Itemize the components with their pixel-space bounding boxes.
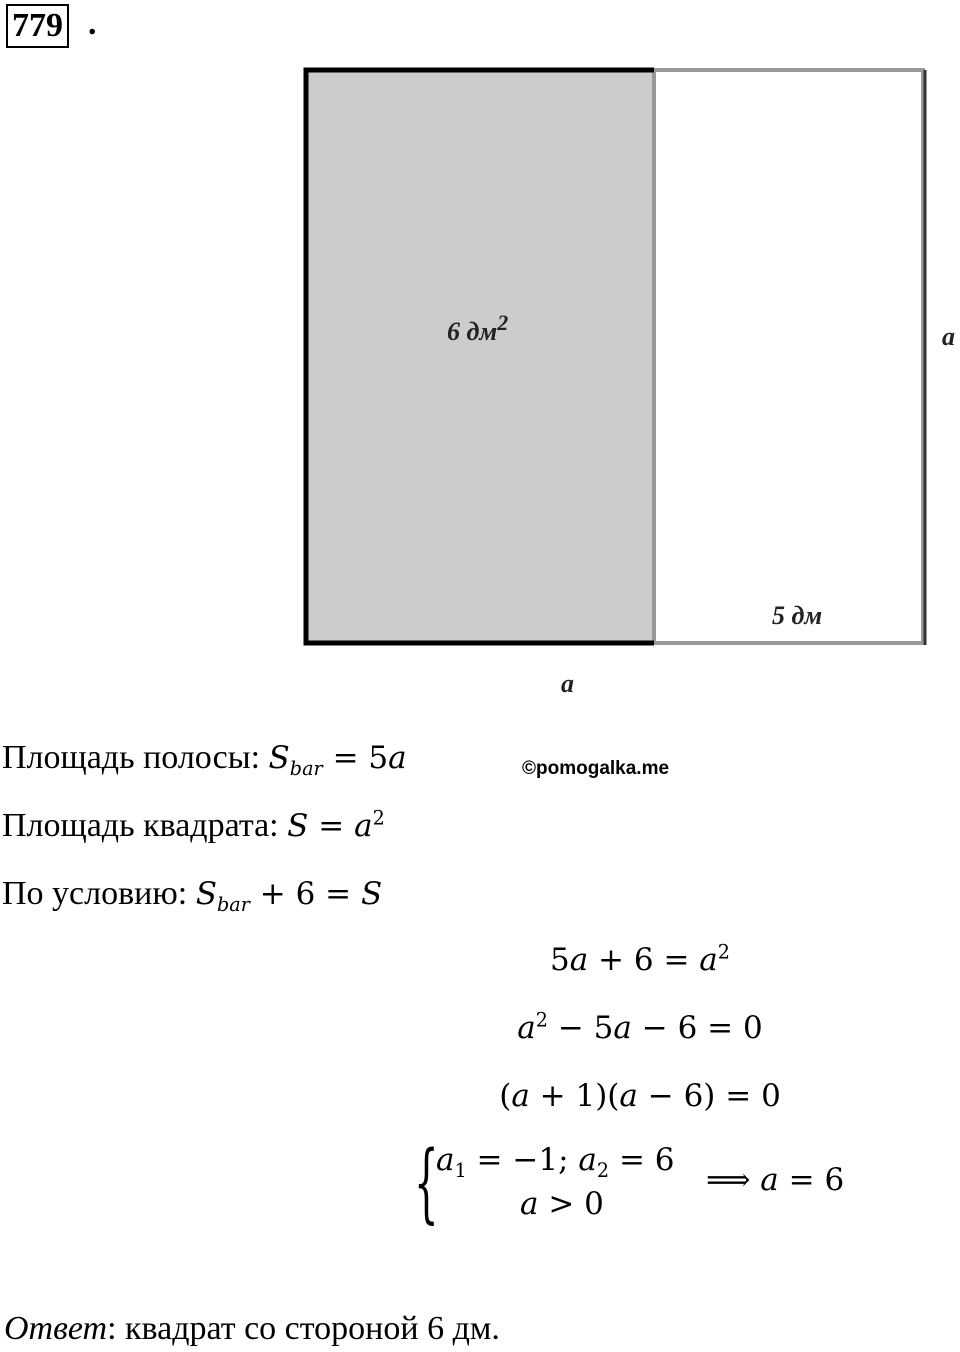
strip-area-line: Площадь полосы: $S_{bar} = 5a$ [2,739,407,781]
square-area-line: Площадь квадрата: $S = a^2$ [2,806,385,844]
answer-label: Ответ [4,1310,108,1347]
task-number: 779 [6,4,69,48]
system-brace: { [414,1133,439,1233]
answer-text: : квадрат со стороной 6 дм. [107,1310,500,1347]
task-number-dot: . [88,5,97,42]
answer-line [4,1310,500,1348]
system-line-1: $a_1 = -1$; $a_2 = 6$ [436,1142,675,1183]
equation-1: $5a + 6 = a^2$ [549,940,730,978]
shaded-area [306,70,654,643]
condition-line: По условию: $S_{bar} + 6 = S$ [2,875,383,917]
watermark: ©pomogalka.me [522,758,670,779]
equation-2: $a^2 - 5a - 6 = 0$ [517,1008,763,1046]
strip-width-label: 5 дм [772,601,823,630]
conclusion: ⟹ a = 6 [706,1162,845,1198]
side-label-bottom: a [561,669,574,698]
side-label-right: a [942,322,955,351]
equation-3: (a + 1)(a − 6) = 0 [499,1078,781,1114]
system-line-2: a > 0 [520,1186,604,1222]
strip-area [654,70,923,643]
area-label: 6 $дм^2$ [447,310,509,346]
